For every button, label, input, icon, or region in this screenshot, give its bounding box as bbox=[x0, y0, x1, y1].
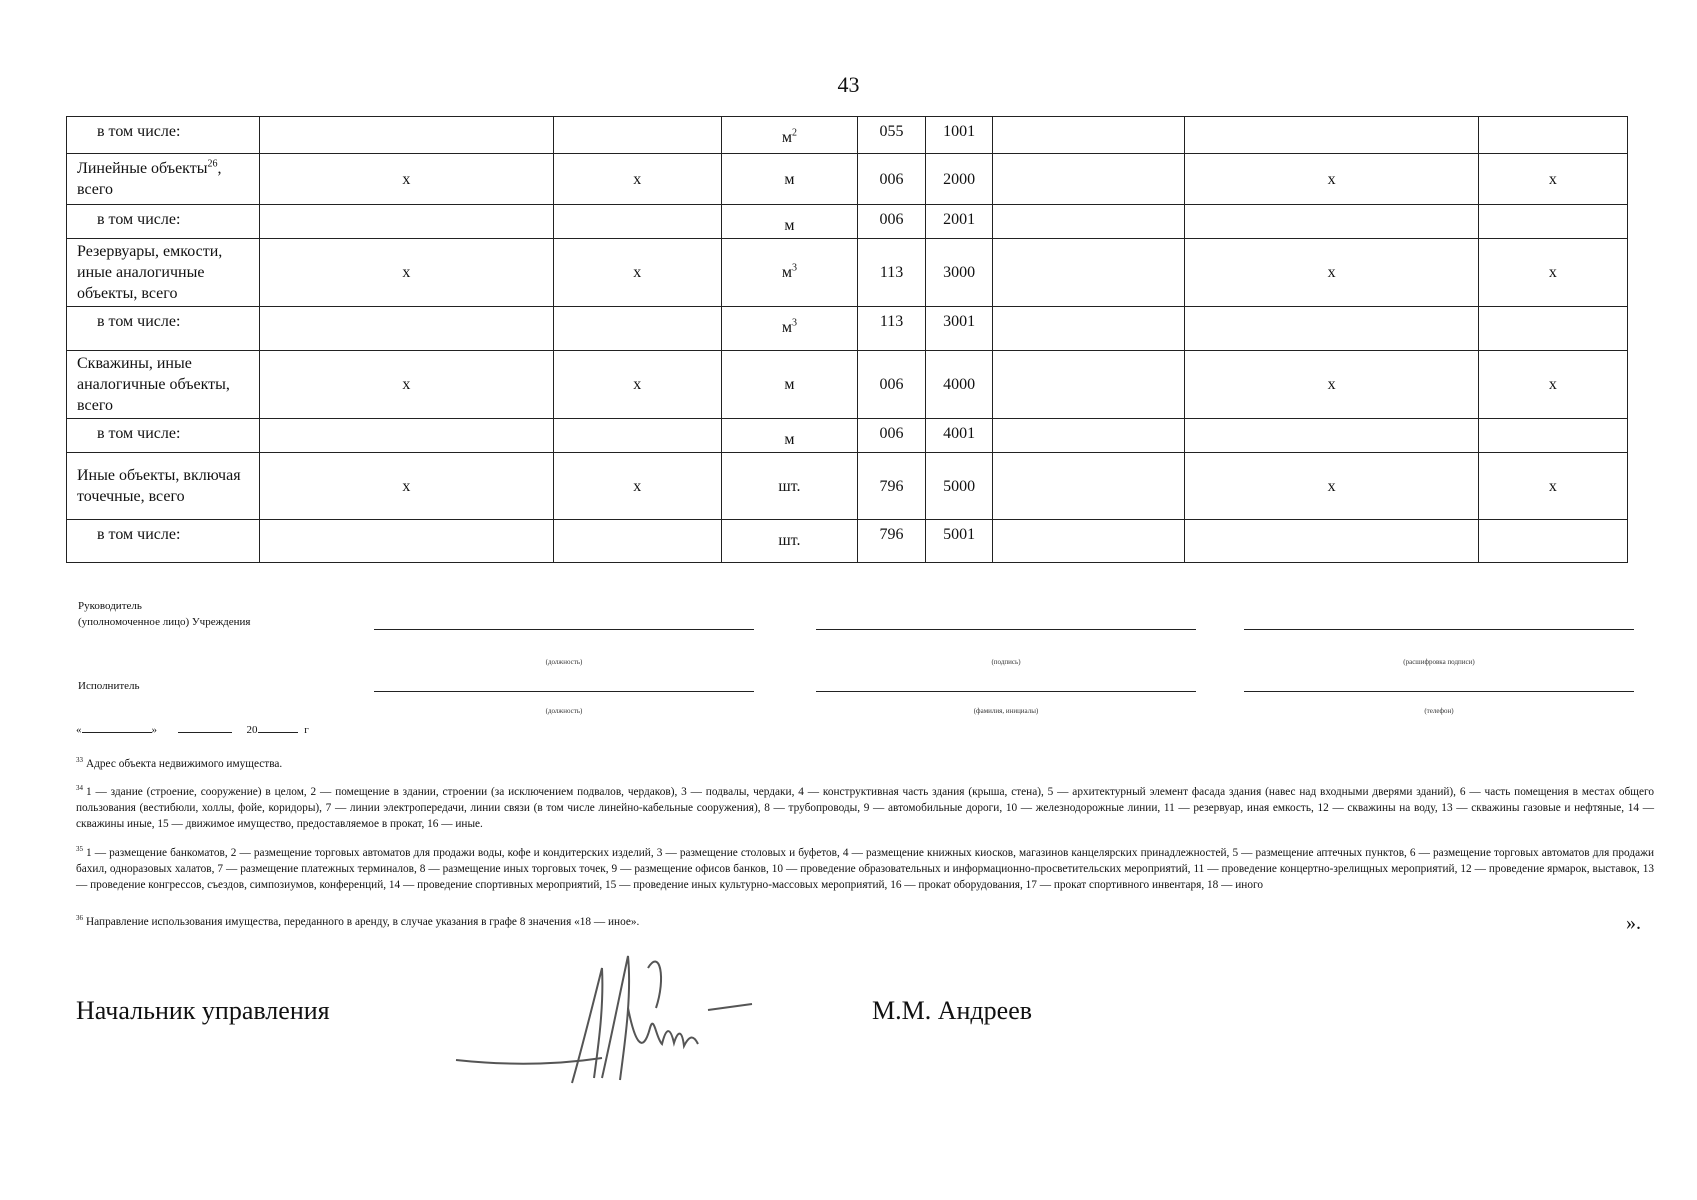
cell-col3 bbox=[553, 117, 721, 154]
unit-cell bbox=[721, 205, 857, 239]
cell-col2: х bbox=[260, 453, 553, 520]
property-table bbox=[66, 116, 1628, 563]
cell-col8: х bbox=[1185, 453, 1478, 520]
unit-cell bbox=[721, 154, 857, 205]
unit-exponent: 3 bbox=[791, 317, 797, 329]
footnote bbox=[76, 784, 1654, 832]
cell-col9: х bbox=[1478, 154, 1627, 205]
cell-col8 bbox=[1185, 520, 1478, 563]
cell-col2 bbox=[260, 117, 553, 154]
cell-col7 bbox=[993, 307, 1185, 351]
okei-code-cell: 006 bbox=[857, 205, 925, 239]
okei-code-cell: 006 bbox=[857, 351, 925, 419]
cell-col7 bbox=[993, 419, 1185, 453]
page-number: 43 bbox=[837, 72, 860, 97]
footnote-number: 36 bbox=[76, 914, 83, 923]
row-name: в том числе: bbox=[97, 425, 181, 442]
row-name: Скважины, иные аналогичные объекты, всего bbox=[77, 355, 230, 414]
line-code-cell: 2000 bbox=[926, 154, 993, 205]
cell-col7 bbox=[993, 453, 1185, 520]
row-name: в том числе: bbox=[97, 211, 181, 228]
row-name-cell bbox=[67, 520, 260, 563]
cell-col7 bbox=[993, 117, 1185, 154]
okei-code-cell: 796 bbox=[857, 520, 925, 563]
cell-col3: х bbox=[553, 453, 721, 520]
okei-code-cell: 055 bbox=[857, 117, 925, 154]
unit-exponent: 2 bbox=[791, 127, 797, 139]
row-name-cell bbox=[67, 351, 260, 419]
caption-signature: (подпись) bbox=[991, 658, 1021, 666]
row-name: Иные объекты, включая точечные, всего bbox=[77, 467, 241, 505]
cell-col8 bbox=[1185, 419, 1478, 453]
cell-col3 bbox=[553, 520, 721, 563]
cell-col3 bbox=[553, 307, 721, 351]
table-row bbox=[67, 453, 1628, 520]
caption-position: (должность) bbox=[545, 658, 583, 666]
unit: м bbox=[784, 431, 795, 448]
footnote-text: 1 — размещение банкоматов, 2 — размещение торговых автоматов для продажи воды, кофе и кондитерских изделий, 3 — размещение столовых и буфетов, 4 — размещение книжных киосков, магазинов канцелярских принадлежностей, 5 — размещение аптечных пунктов, 6 — размещение торговых автоматов для продажи бахил, одноразовых халатов, 7 — размещение платежных терминалов, 8 — размещение иных торговых точек, 9 — размещение офисов банков, 10 — проведение образовательных и информационно-просветительских мероприятий, 11 — проведение концертно-зрелищных мероприятий, 12 — проведение ярмарок, выставок, 13 — проведение конгрессов, съездов, симпозиумов, конференций, 14 — проведение спортивных мероприятий, 15 — проведение иных культурно-массовых мероприятий, 16 — прокат оборудования, 17 — прокат спортивного инвентаря, 18 — иного bbox=[76, 847, 1654, 891]
table-row bbox=[67, 205, 1628, 239]
unit-cell bbox=[721, 453, 857, 520]
row-name: Резервуары, емкости, иные аналогичные объекты, всего bbox=[77, 243, 223, 302]
unit-cell bbox=[721, 117, 857, 154]
okei-code-cell: 006 bbox=[857, 419, 925, 453]
unit-cell bbox=[721, 419, 857, 453]
unit: м bbox=[781, 264, 792, 281]
head-decode-line bbox=[1244, 629, 1634, 630]
caption-decode: (расшифровка подписи) bbox=[1403, 658, 1475, 666]
cell-col7 bbox=[993, 205, 1185, 239]
unit-cell bbox=[721, 520, 857, 563]
footnote-ref: 26 bbox=[207, 158, 218, 170]
handwritten-signature bbox=[452, 948, 772, 1098]
line-code-cell: 4001 bbox=[926, 419, 993, 453]
cell-col2 bbox=[260, 419, 553, 453]
cell-col2 bbox=[260, 307, 553, 351]
row-name: в том числе: bbox=[97, 123, 181, 140]
executor-fio-line bbox=[816, 691, 1196, 692]
unit: шт. bbox=[778, 532, 801, 549]
footnote bbox=[76, 756, 1654, 772]
row-name: в том числе: bbox=[97, 313, 181, 330]
row-name-cell bbox=[67, 307, 260, 351]
unit-cell bbox=[721, 307, 857, 351]
cell-col9: х bbox=[1478, 351, 1627, 419]
okei-code-cell: 006 bbox=[857, 154, 925, 205]
cell-col2: х bbox=[260, 154, 553, 205]
cell-col7 bbox=[993, 351, 1185, 419]
table-row bbox=[67, 307, 1628, 351]
executor-phone-line bbox=[1244, 691, 1634, 692]
cell-col3: х bbox=[553, 154, 721, 205]
footnote bbox=[76, 845, 1654, 893]
footer-name: М.М. Андреев bbox=[872, 996, 1033, 1025]
cell-col3 bbox=[553, 205, 721, 239]
head-position-line bbox=[374, 629, 754, 630]
footnote bbox=[76, 914, 876, 930]
cell-col7 bbox=[993, 239, 1185, 307]
line-code-cell: 3000 bbox=[926, 239, 993, 307]
unit: м bbox=[784, 170, 795, 188]
footnote-number: 35 bbox=[76, 845, 83, 854]
row-name: в том числе: bbox=[97, 526, 181, 543]
table-row bbox=[67, 117, 1628, 154]
okei-code-cell: 796 bbox=[857, 453, 925, 520]
row-name-cell bbox=[67, 239, 260, 307]
footnote-text: Направление использования имущества, переданного в аренду, в случае указания в графе 8 значения «18 — иное». bbox=[86, 916, 640, 928]
row-name-cell bbox=[67, 117, 260, 154]
footnote-text: 1 — здание (строение, сооружение) в целом, 2 — помещение в здании, строении (за исключением подвалов, чердаков), 3 — подвалы, чердаки, 4 — конструктивная часть здания (крыша, стена), 5 — архитектурный элемент фасада здания (навес над входными дверями зданий), 6 — часть помещения в местах общего пользования (вестибюли, холлы, фойе, коридоры), 7 — линии электропередачи, линии связи (в том числе линейно-кабельные сооружения), 8 — трубопроводы, 9 — автомобильные дороги, 10 — железнодорожные линии, 11 — резервуар, иная емкость, 12 — скважины на воду, 13 — скважины газовые и нефтяные, 14 — скважины иные, 15 — движимое имущество, предоставляемое в прокат, 16 — иные. bbox=[76, 786, 1654, 830]
cell-col8 bbox=[1185, 205, 1478, 239]
row-name-cell bbox=[67, 453, 260, 520]
cell-col7 bbox=[993, 520, 1185, 563]
footnote-text: Адрес объекта недвижимого имущества. bbox=[86, 758, 283, 770]
caption-fio: (фамилия, инициалы) bbox=[973, 707, 1039, 715]
row-name-tail: , всего bbox=[77, 160, 222, 198]
cell-col9 bbox=[1478, 307, 1627, 351]
line-code-cell: 1001 bbox=[926, 117, 993, 154]
okei-code-cell: 113 bbox=[857, 307, 925, 351]
cell-col9 bbox=[1478, 520, 1627, 563]
cell-col2 bbox=[260, 205, 553, 239]
table-row bbox=[67, 239, 1628, 307]
cell-col8 bbox=[1185, 307, 1478, 351]
unit: шт. bbox=[778, 477, 801, 495]
row-name-cell bbox=[67, 419, 260, 453]
cell-col3: х bbox=[553, 351, 721, 419]
cell-col8: х bbox=[1185, 154, 1478, 205]
cell-col3 bbox=[553, 419, 721, 453]
cell-col9 bbox=[1478, 205, 1627, 239]
caption-position-2: (должность) bbox=[545, 707, 583, 715]
cell-col9 bbox=[1478, 419, 1627, 453]
footer-title: Начальник управления bbox=[76, 996, 330, 1025]
line-code-cell: 2001 bbox=[926, 205, 993, 239]
line-code-cell: 4000 bbox=[926, 351, 993, 419]
footnote-number: 34 bbox=[76, 784, 83, 793]
unit-exponent: 3 bbox=[791, 262, 797, 274]
table-row bbox=[67, 419, 1628, 453]
unit: м bbox=[781, 319, 792, 336]
table-row bbox=[67, 154, 1628, 205]
executor-label: Исполнитель bbox=[78, 680, 140, 692]
cell-col3: х bbox=[553, 239, 721, 307]
closing-quote: ». bbox=[1626, 912, 1641, 934]
cell-col8: х bbox=[1185, 351, 1478, 419]
cell-col8: х bbox=[1185, 239, 1478, 307]
date-line: « » 20 г bbox=[76, 724, 309, 736]
cell-col9 bbox=[1478, 117, 1627, 154]
footnote-number: 33 bbox=[76, 756, 83, 765]
line-code-cell: 5000 bbox=[926, 453, 993, 520]
executor-position-line bbox=[374, 691, 754, 692]
unit: м bbox=[784, 217, 795, 234]
unit: м bbox=[781, 129, 792, 146]
cell-col2 bbox=[260, 520, 553, 563]
table-row bbox=[67, 351, 1628, 419]
cell-col8 bbox=[1185, 117, 1478, 154]
head-label: Руководитель (уполномоченное лицо) Учреждения bbox=[78, 600, 251, 628]
row-name-cell bbox=[67, 154, 260, 205]
line-code-cell: 3001 bbox=[926, 307, 993, 351]
row-name: Линейные объекты bbox=[77, 160, 208, 177]
cell-col7 bbox=[993, 154, 1185, 205]
caption-phone: (телефон) bbox=[1424, 707, 1454, 715]
cell-col9: х bbox=[1478, 239, 1627, 307]
unit: м bbox=[784, 376, 795, 393]
okei-code-cell: 113 bbox=[857, 239, 925, 307]
cell-col2: х bbox=[260, 351, 553, 419]
line-code-cell: 5001 bbox=[926, 520, 993, 563]
unit-cell bbox=[721, 239, 857, 307]
table-row bbox=[67, 520, 1628, 563]
cell-col9: х bbox=[1478, 453, 1627, 520]
unit-cell bbox=[721, 351, 857, 419]
head-signature-line bbox=[816, 629, 1196, 630]
cell-col2: х bbox=[260, 239, 553, 307]
row-name-cell bbox=[67, 205, 260, 239]
